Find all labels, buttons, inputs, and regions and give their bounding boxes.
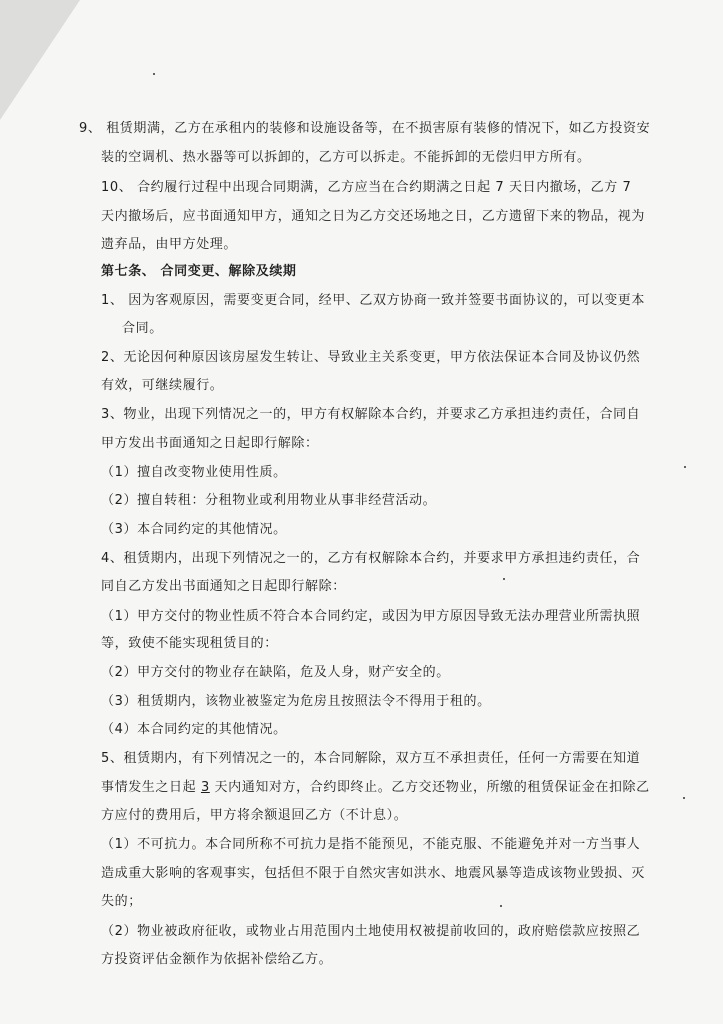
scan-speck [153,73,155,75]
item-3-line-1: 3、物业，出现下列情况之一的，甲方有权解除本合约，并要求乙方承担违约责任，合同自 [101,407,641,422]
item-2-line-1: 2、无论因何种原因该房屋发生转让、导致业主关系变更，甲方依法保证本合同及协议仍然 [101,350,641,365]
item-5-sub-2-line-2: 方投资评估金额作为依据补偿给乙方。 [101,952,333,967]
notice-text-after: 天内通知对方，合约即终止。乙方交还物业，所缴的租赁保证金在扣除乙 [209,780,650,795]
item-5-line-2 [101,780,650,796]
clause-10-line-2: 天内撤场后，应书面通知甲方，通知之日为乙方交还场地之日，乙方遗留下来的物品，视为 [101,209,646,224]
item-5-line-3: 方应付的费用后，甲方将余额退回乙方（不计息）。 [101,808,408,823]
item-5-line-1: 5、租赁期内，有下列情况之一的，本合同解除，双方互不承担责任，任何一方需要在知道 [101,751,641,766]
item-1-line-2: 合同。 [122,321,163,336]
scan-speck [500,905,502,907]
clause-9-line-2: 装的空调机、热水器等可以拆卸的，乙方可以拆走。不能拆卸的无偿归甲方所有。 [101,150,591,165]
notice-text-before: 事情发生之日起 [101,780,201,795]
item-4-line-1: 4、租赁期内，出现下列情况之一的，乙方有权解除本合约，并要求甲方承担违约责任，合 [101,551,641,566]
notice-days: 3 [200,780,210,795]
item-3-sub-2: （2）擅自转租：分租物业或利用物业从事非经营活动。 [101,493,437,508]
clause-9-line-1: 9、 租赁期满，乙方在承租内的装修和设施设备等，在不损害原有装修的情况下，如乙方投资安 [79,121,651,136]
item-5-sub-1-line-3: 失的； [101,894,142,909]
item-2-line-2: 有效，可继续履行。 [101,378,224,393]
item-4-sub-1-line-2: 等，致使不能实现租赁目的： [101,636,278,651]
scan-speck [683,797,685,799]
scan-speck [684,466,686,468]
clause-10-line-1: 10、 合约履行过程中出现合同期满，乙方应当在合约期满之日起 7 天日内撤场，乙方 7 [101,180,632,195]
item-4-sub-1-line-1: （1）甲方交付的物业性质不符合本合同约定，或因为甲方原因导致无法办理营业所需执照 [101,609,641,624]
item-5-sub-1-line-1: （1）不可抗力。本合同所称不可抗力是指不能预见，不能克服、不能避免并对一方当事人 [101,837,641,852]
item-4-sub-3: （3）租赁期内，该物业被鉴定为危房且按照法令不得用于租的。 [101,694,491,709]
item-4-sub-4: （4）本合同约定的其他情况。 [101,722,287,737]
item-5-sub-2-line-1: （2）物业被政府征收，或物业占用范围内土地使用权被提前收回的，政府赔偿款应按照乙 [101,924,641,939]
item-5-sub-1-line-2: 造成重大影响的客观事实，包括但不限于自然灾害如洪水、地震风暴等造成该物业毁损、灭 [101,866,646,881]
item-3-line-2: 甲方发出书面通知之日起即行解除： [101,436,319,451]
clause-10-line-3: 遗弃品，由甲方处理。 [101,237,238,252]
article-7-heading: 第七条、 合同变更、解除及续期 [101,264,297,279]
item-3-sub-3: （3）本合同约定的其他情况。 [101,522,287,537]
item-4-sub-2: （2）甲方交付的物业存在缺陷，危及人身，财产安全的。 [101,665,450,680]
item-3-sub-1: （1）擅自改变物业使用性质。 [101,465,287,480]
scan-speck [503,578,505,580]
item-4-line-2: 同自乙方发出书面通知之日起即行解除： [101,579,346,594]
scan-corner-shadow [0,0,80,120]
item-1-line-1: 1、 因为客观原因，需要变更合同，经甲、乙双方协商一致并签要书面协议的，可以变更本 [101,293,646,308]
